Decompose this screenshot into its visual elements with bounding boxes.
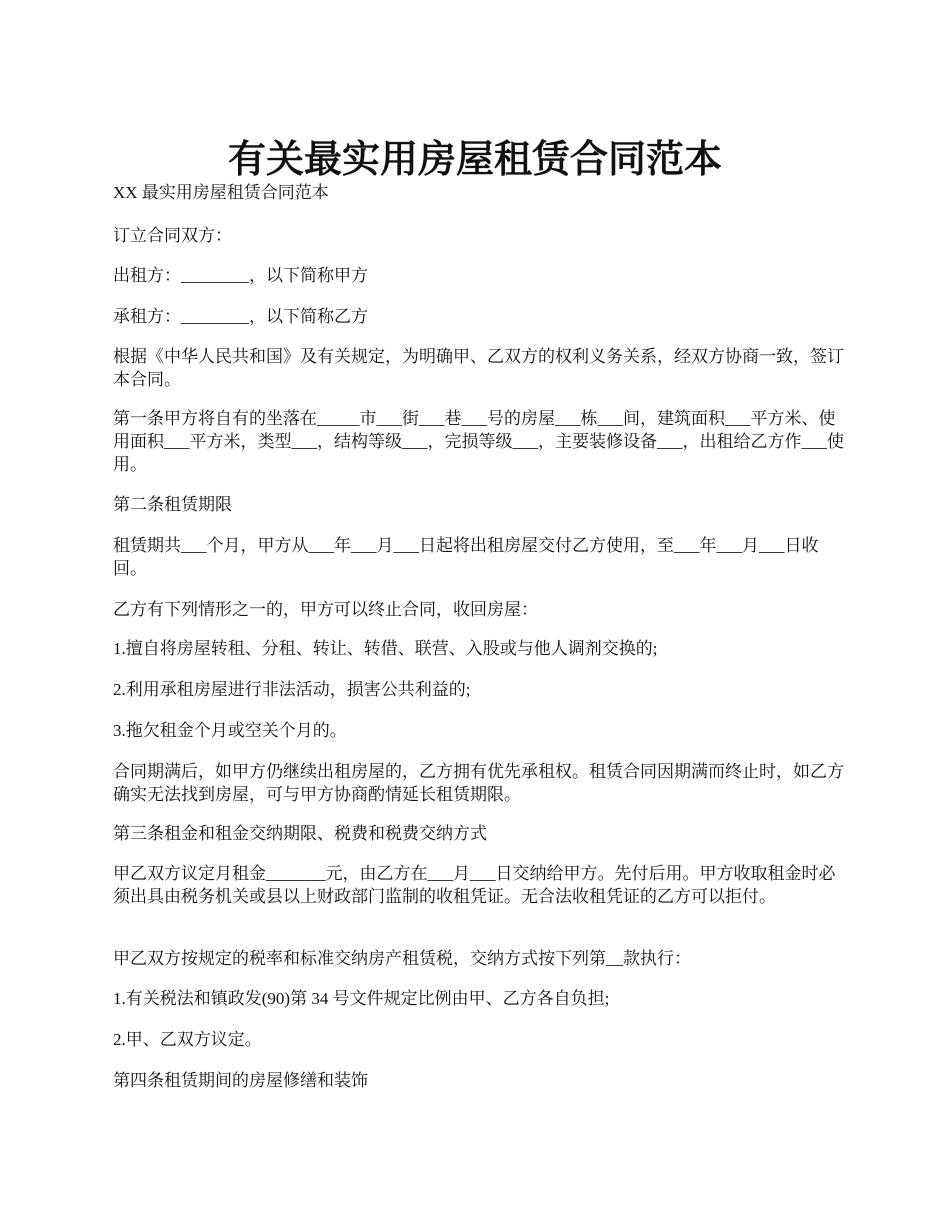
- paragraph-article-1: 第一条甲方将自有的坐落在_____市___街___巷___号的房屋___栋___间，建筑面积___平方米、使用面积___平方米，类型___，结构等级___，完损等级___，主要装修设备___，出租给乙方作___使用。: [113, 409, 844, 474]
- paragraph-preamble: 根据《中华人民共和国》及有关规定，为明确甲、乙双方的权利义务关系，经双方协商一致，签订本合同。: [113, 347, 844, 389]
- paragraph-article-2-heading: 第二条租赁期限: [113, 495, 232, 514]
- document-title: 有关最实用房屋租赁合同范本: [227, 139, 722, 182]
- paragraph-lessor: 出租方：________，以下简称甲方: [113, 266, 368, 285]
- paragraph-termination-heading: 乙方有下列情形之一的，甲方可以终止合同，收回房屋：: [113, 600, 538, 619]
- paragraph-tax-item-1: 1.有关税法和镇政发(90)第 34 号文件规定比例由甲、乙方各自负担;: [113, 989, 610, 1008]
- paragraph-article-4-heading: 第四条租赁期间的房屋修缮和装饰: [113, 1071, 368, 1090]
- paragraph-lease-term: 租赁期共___个月，甲方从___年___月___日起将出租房屋交付乙方使用，至___年___月___日收回。: [113, 536, 819, 578]
- paragraph-parties-heading: 订立合同双方：: [113, 226, 232, 245]
- paragraph-termination-item-2: 2.利用承租房屋进行非法活动，损害公共利益的;: [113, 680, 471, 699]
- paragraph-tax-item-2: 2.甲、乙双方议定。: [113, 1030, 262, 1049]
- paragraph-tax-payment: 甲乙双方按规定的税率和标准交纳房产租赁税，交纳方式按下列第__款执行：: [113, 949, 691, 968]
- paragraph-renewal: 合同期满后，如甲方仍继续出租房屋的，乙方拥有优先承租权。租赁合同因期满而终止时，如乙方确实无法找到房屋，可与甲方协商酌情延长租赁期限。: [113, 762, 844, 804]
- paragraph-termination-item-3: 3.拖欠租金个月或空关个月的。: [113, 721, 347, 740]
- paragraph-article-3-heading: 第三条租金和租金交纳期限、税费和税费交纳方式: [113, 824, 487, 843]
- paragraph-rent-payment: 甲乙双方议定月租金_______元，由乙方在___月___日交纳给甲方。先付后用。甲方收取租金时必须出具由税务机关或县以上财政部门监制的收租凭证。无合法收租凭证的乙方可以拒付。: [113, 864, 836, 906]
- paragraph-subtitle: XX 最实用房屋租赁合同范本: [113, 183, 329, 202]
- paragraph-lessee: 承租方：________，以下简称乙方: [113, 307, 368, 326]
- paragraph-termination-item-1: 1.擅自将房屋转租、分租、转让、转借、联营、入股或与他人调剂交换的;: [113, 639, 658, 658]
